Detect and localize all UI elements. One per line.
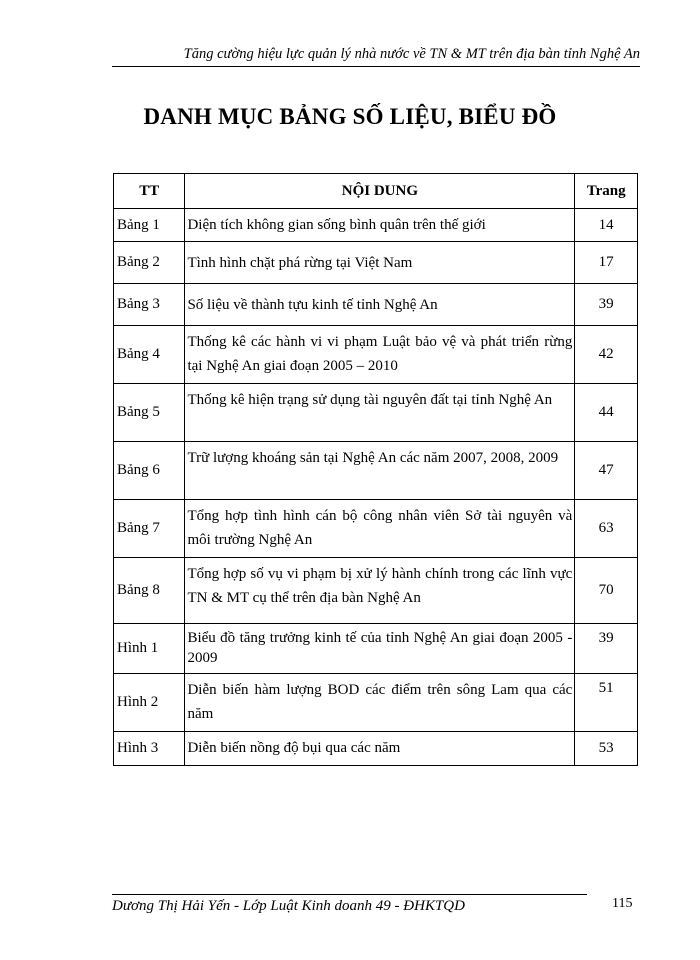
table-row bbox=[114, 624, 638, 674]
row-content: Thống kê các hành vi vi phạm Luật bảo vệ và phát triển rừng tại Nghệ An giai đoạn 2005 – 2010 bbox=[185, 326, 575, 384]
table-row bbox=[114, 674, 638, 732]
table-row bbox=[114, 284, 638, 326]
table-row bbox=[114, 242, 638, 284]
table-row bbox=[114, 500, 638, 558]
column-header-page: Trang bbox=[575, 174, 638, 209]
row-label: Bảng 7 bbox=[114, 500, 185, 558]
row-content: Tình hình chặt phá rừng tại Việt Nam bbox=[185, 242, 575, 284]
row-label: Hình 2 bbox=[114, 674, 185, 732]
running-header: Tăng cường hiệu lực quản lý nhà nước về TN & MT trên địa bàn tỉnh Nghệ An bbox=[183, 46, 640, 62]
row-page: 63 bbox=[575, 500, 638, 558]
row-label: Hình 1 bbox=[114, 624, 185, 674]
row-page: 39 bbox=[575, 624, 638, 674]
row-content: Diễn biến nồng độ bụi qua các năm bbox=[185, 732, 575, 766]
page-number: 115 bbox=[612, 896, 633, 911]
list-of-tables-figures bbox=[113, 173, 638, 766]
row-label: Bảng 6 bbox=[114, 442, 185, 500]
row-page: 39 bbox=[575, 284, 638, 326]
table-row bbox=[114, 209, 638, 242]
row-page: 44 bbox=[575, 384, 638, 442]
row-page: 14 bbox=[575, 209, 638, 242]
row-page: 47 bbox=[575, 442, 638, 500]
column-header-content: NỘI DUNG bbox=[185, 174, 575, 209]
row-content: Tổng hợp tình hình cán bộ công nhân viên Sở tài nguyên và môi trường Nghệ An bbox=[185, 500, 575, 558]
row-page: 42 bbox=[575, 326, 638, 384]
row-page: 53 bbox=[575, 732, 638, 766]
table-row bbox=[114, 326, 638, 384]
row-label: Bảng 1 bbox=[114, 209, 185, 242]
row-content: Số liệu về thành tựu kinh tế tỉnh Nghệ An bbox=[185, 284, 575, 326]
row-content: Tổng hợp số vụ vi phạm bị xử lý hành chính trong các lĩnh vực TN & MT cụ thể trên địa bàn Nghệ An bbox=[185, 558, 575, 624]
row-content: Biểu đồ tăng trưởng kinh tế của tỉnh Nghệ An giai đoạn 2005 - 2009 bbox=[185, 624, 575, 674]
table-row bbox=[114, 558, 638, 624]
row-label: Bảng 4 bbox=[114, 326, 185, 384]
page-title: DANH MỤC BẢNG SỐ LIỆU, BIỂU ĐỒ bbox=[143, 104, 557, 129]
table-row bbox=[114, 384, 638, 442]
row-content: Diễn biến hàm lượng BOD các điểm trên sông Lam qua các năm bbox=[185, 674, 575, 732]
table-header-row bbox=[114, 174, 638, 209]
table-row bbox=[114, 442, 638, 500]
header-divider bbox=[112, 66, 640, 67]
column-header-tt: TT bbox=[114, 174, 185, 209]
row-page: 51 bbox=[575, 674, 638, 732]
row-page: 17 bbox=[575, 242, 638, 284]
running-footer: Dương Thị Hải Yến - Lớp Luật Kinh doanh 49 - ĐHKTQD bbox=[112, 898, 465, 914]
row-content: Trữ lượng khoáng sản tại Nghệ An các năm 2007, 2008, 2009 bbox=[185, 442, 575, 500]
row-label: Bảng 2 bbox=[114, 242, 185, 284]
row-content: Diện tích không gian sống bình quân trên thế giới bbox=[185, 209, 575, 242]
row-label: Hình 3 bbox=[114, 732, 185, 766]
table-row bbox=[114, 732, 638, 766]
row-label: Bảng 3 bbox=[114, 284, 185, 326]
footer-divider bbox=[112, 894, 587, 895]
row-label: Bảng 5 bbox=[114, 384, 185, 442]
row-label: Bảng 8 bbox=[114, 558, 185, 624]
row-page: 70 bbox=[575, 558, 638, 624]
row-content: Thống kê hiện trạng sử dụng tài nguyên đất tại tỉnh Nghệ An bbox=[185, 384, 575, 442]
